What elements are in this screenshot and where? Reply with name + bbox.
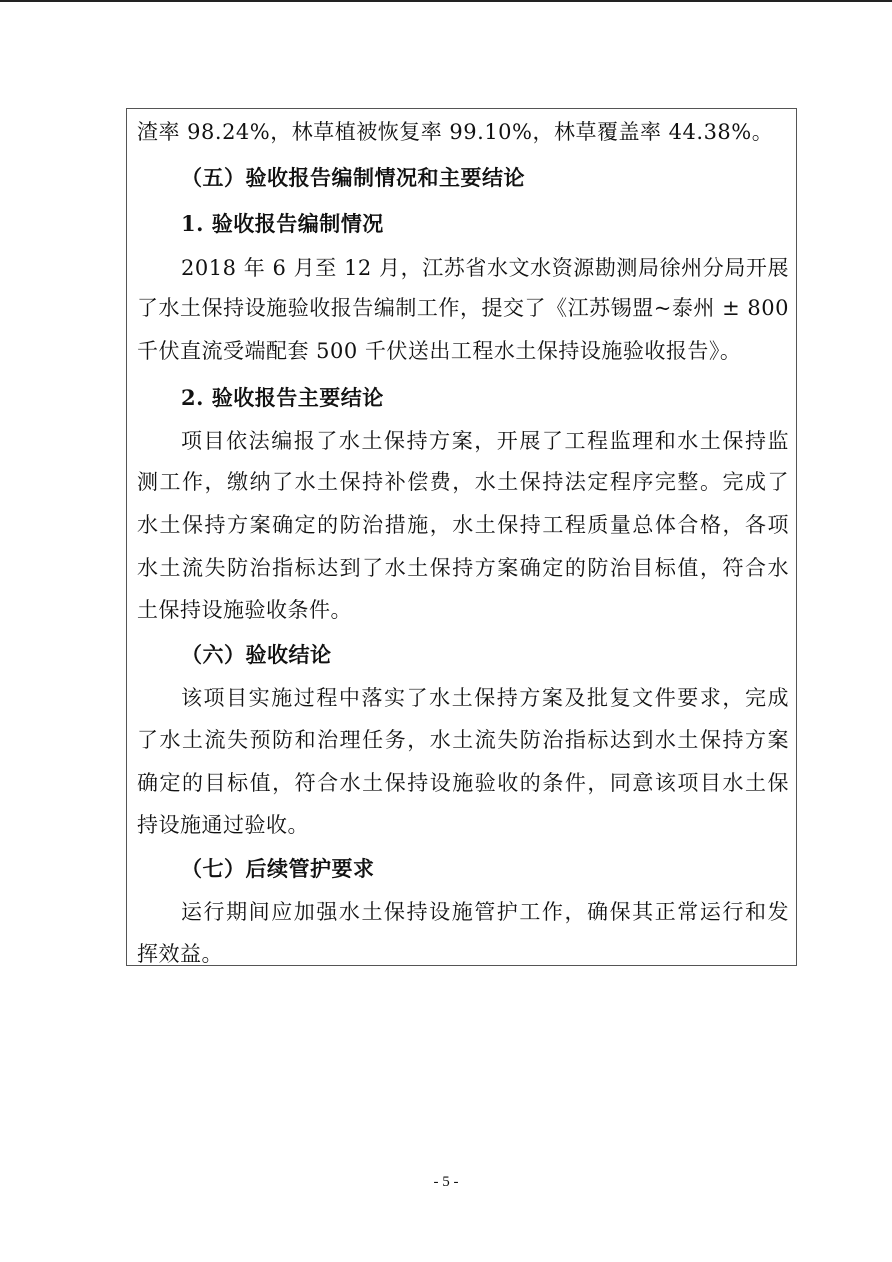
paragraph-line: 项目依法编报了水土保持方案，开展了工程监理和水土保持监	[181, 429, 789, 453]
section-heading-6: （六）验收结论	[181, 642, 332, 667]
subsection-heading-2: 2. 验收报告主要结论	[181, 385, 384, 410]
paragraph-line: 土保持设施验收条件。	[137, 598, 352, 622]
paragraph-line: 挥效益。	[137, 942, 223, 966]
paragraph-line: 测工作，缴纳了水土保持补偿费，水土保持法定程序完整。完成了	[137, 470, 789, 494]
paragraph-line: 千伏直流受端配套 500 千伏送出工程水土保持设施验收报告》。	[137, 339, 742, 363]
paragraph-line: 持设施通过验收。	[137, 813, 309, 837]
section-heading-7: （七）后续管护要求	[181, 856, 375, 881]
top-border-line	[0, 0, 892, 2]
paragraph-line: 该项目实施过程中落实了水土保持方案及批复文件要求，完成	[181, 686, 789, 710]
paragraph-line: 确定的目标值，符合水土保持设施验收的条件，同意该项目水土保	[137, 771, 789, 795]
page-number: - 5 -	[433, 1174, 459, 1190]
paragraph-line: 运行期间应加强水土保持设施管护工作，确保其正常运行和发	[181, 900, 789, 924]
text-line: 渣率 98.24%，林草植被恢复率 99.10%，林草覆盖率 44.38%。	[137, 120, 774, 144]
paragraph-line: 2018 年 6 月至 12 月，江苏省水文水资源勘测局徐州分局开展	[181, 256, 789, 280]
paragraph-line: 了水土保持设施验收报告编制工作，提交了《江苏锡盟~泰州 ± 800	[137, 296, 789, 320]
paragraph-line: 了水土流失预防和治理任务，水土流失防治指标达到水土保持方案	[137, 728, 789, 752]
subsection-heading-1: 1. 验收报告编制情况	[181, 211, 384, 236]
paragraph-line: 水土流失防治指标达到了水土保持方案确定的防治目标值，符合水	[137, 556, 789, 580]
section-heading-5: （五）验收报告编制情况和主要结论	[181, 165, 525, 190]
paragraph-line: 水土保持方案确定的防治措施，水土保持工程质量总体合格，各项	[137, 513, 789, 537]
